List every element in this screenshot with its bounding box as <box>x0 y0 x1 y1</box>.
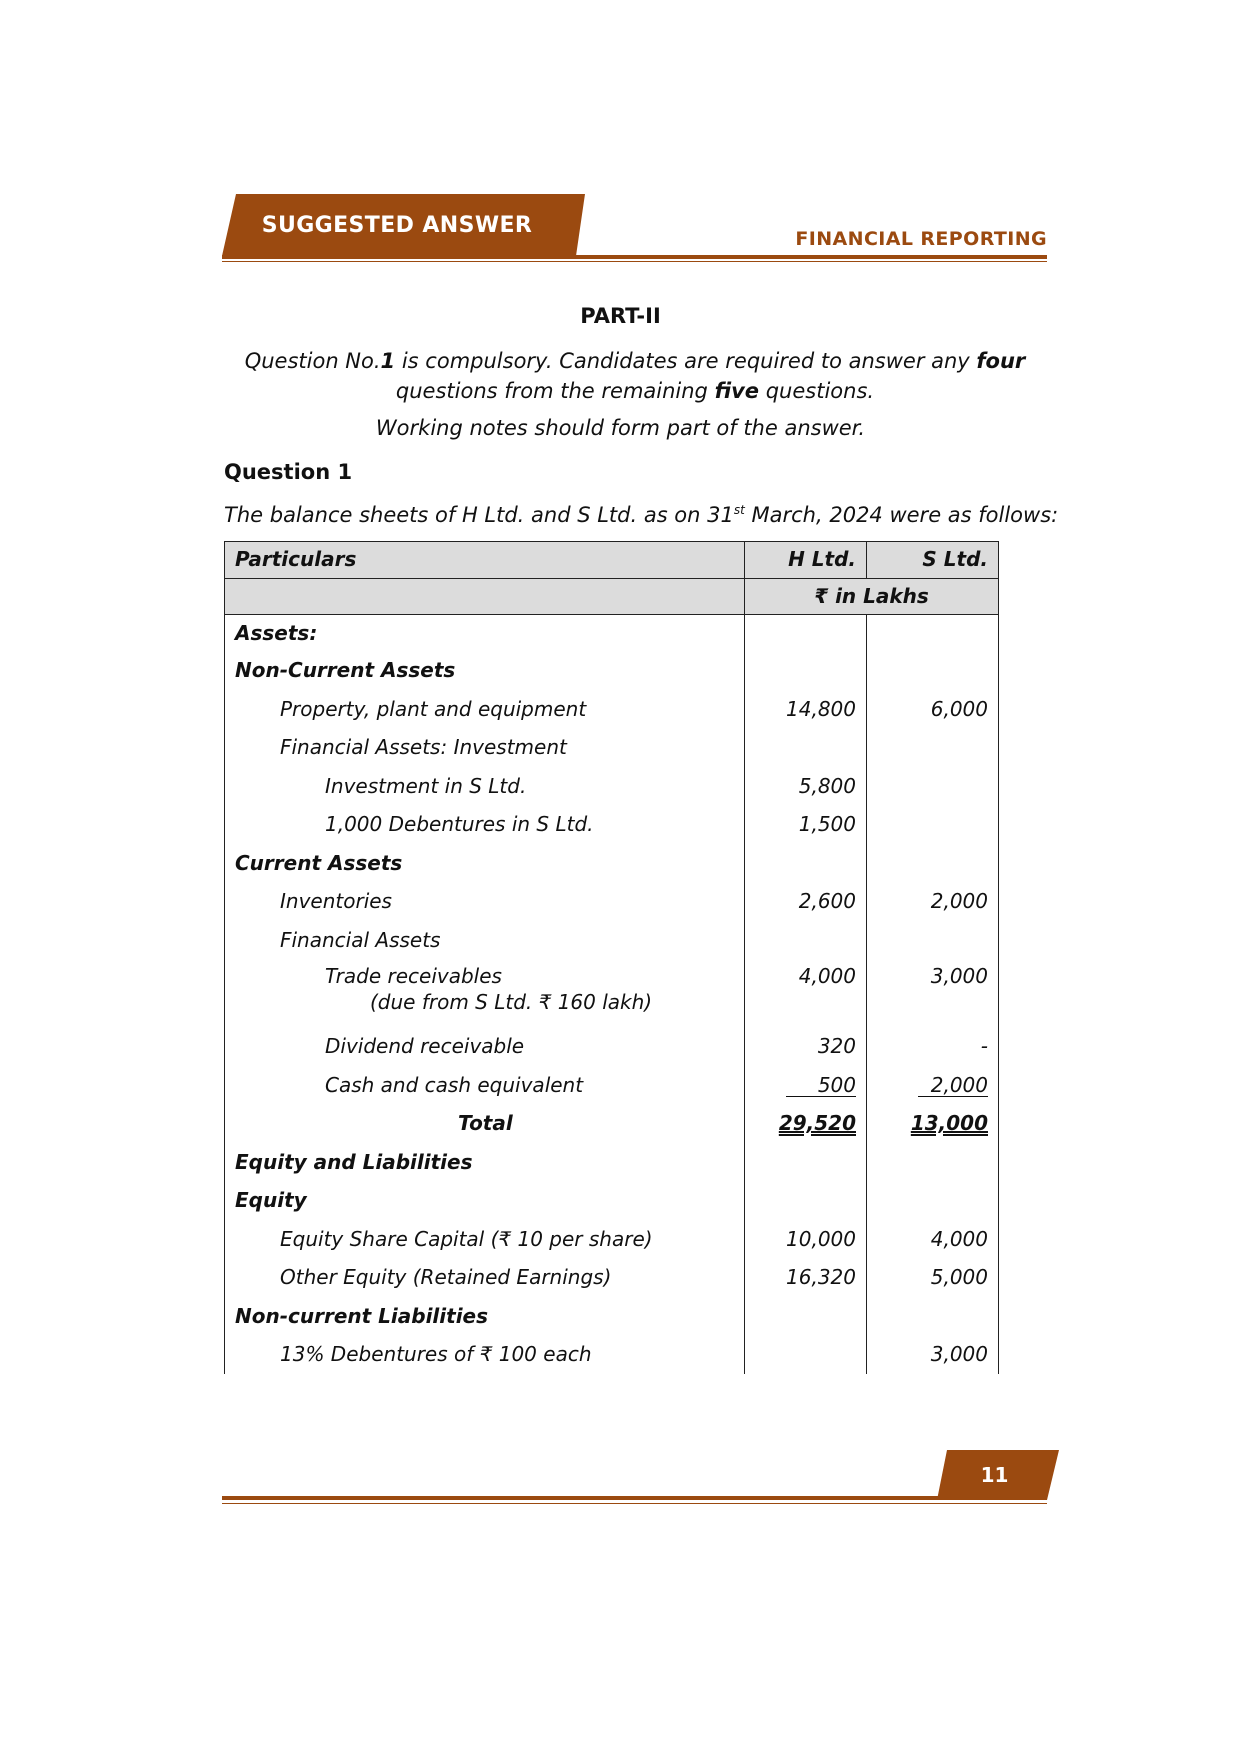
table-row <box>224 651 999 690</box>
col-s-ltd: S Ltd. <box>867 542 999 578</box>
row-h: 4,000 <box>745 959 867 1027</box>
row-label: 13% Debentures of ₹ 100 each <box>224 1335 745 1374</box>
page-number: 11 <box>980 1463 1009 1487</box>
row-s <box>867 615 999 651</box>
row-s: 3,000 <box>867 1335 999 1374</box>
table-row <box>224 767 999 806</box>
row-h <box>745 1143 867 1182</box>
header-subject: FINANCIAL REPORTING <box>795 228 1047 250</box>
row-h: 1,500 <box>745 805 867 844</box>
row-label-line1: Trade receivables <box>325 964 502 988</box>
working-notes: Working notes should form part of the answer. <box>375 416 866 440</box>
row-label: Non-Current Assets <box>224 651 745 690</box>
table-row <box>224 1027 999 1066</box>
table-row <box>224 1258 999 1297</box>
row-h: 14,800 <box>745 690 867 729</box>
instr-four: four <box>976 349 1026 373</box>
row-h <box>745 921 867 960</box>
table-row <box>224 1143 999 1182</box>
row-s: 2,000 <box>918 1074 988 1097</box>
row-label: Equity and Liabilities <box>224 1143 745 1182</box>
row-label-line2: (due from S Ltd. ₹ 160 lakh) <box>370 990 653 1014</box>
row-s: 4,000 <box>867 1220 999 1259</box>
table-row <box>224 1297 999 1336</box>
table-header-row <box>224 541 999 579</box>
row-h: 320 <box>745 1027 867 1066</box>
row-h <box>745 615 867 651</box>
table-row-total <box>224 1104 999 1143</box>
table-row <box>224 1220 999 1259</box>
row-h: 5,800 <box>745 767 867 806</box>
row-label: 1,000 Debentures in S Ltd. <box>224 805 745 844</box>
row-h <box>745 844 867 883</box>
row-h <box>745 728 867 767</box>
question-text-sup: st <box>733 503 745 517</box>
col-h-ltd: H Ltd. <box>745 542 867 578</box>
row-s <box>867 1181 999 1220</box>
total-s: 13,000 <box>910 1111 988 1135</box>
instr-five: five <box>714 379 760 403</box>
table-row <box>224 1181 999 1220</box>
table-row <box>224 805 999 844</box>
question-title: Question 1 <box>224 460 353 484</box>
table-row <box>224 882 999 921</box>
row-s <box>867 651 999 690</box>
instr-s4: questions. <box>759 379 875 403</box>
table-row <box>224 959 999 1027</box>
row-label <box>224 959 745 1027</box>
unit-label: ₹ in Lakhs <box>745 579 999 614</box>
row-h: 10,000 <box>745 1220 867 1259</box>
row-h <box>745 651 867 690</box>
row-label: Assets: <box>224 615 745 651</box>
row-h <box>745 1297 867 1336</box>
header-tab-label: SUGGESTED ANSWER <box>261 212 533 238</box>
total-h: 29,520 <box>778 1111 856 1135</box>
balance-sheet-table <box>224 541 999 1374</box>
row-s <box>867 1297 999 1336</box>
row-label: Dividend receivable <box>224 1027 745 1066</box>
footer-rule-thin <box>222 1503 1047 1504</box>
row-label: Non-current Liabilities <box>224 1297 745 1336</box>
row-label: Cash and cash equivalent <box>224 1066 745 1105</box>
instr-question-number: 1 <box>380 349 396 373</box>
table-row <box>224 1335 999 1374</box>
footer-rule <box>222 1496 1047 1500</box>
row-h: 500 <box>786 1074 856 1097</box>
total-label: Total <box>224 1104 745 1143</box>
table-row <box>224 921 999 960</box>
header-rule-thin <box>222 261 1047 262</box>
row-s <box>867 1143 999 1182</box>
row-label: Current Assets <box>224 844 745 883</box>
part-title: PART-II <box>580 304 661 328</box>
table-row <box>224 1066 999 1105</box>
row-label: Investment in S Ltd. <box>224 767 745 806</box>
row-h <box>745 1335 867 1374</box>
col-particulars: Particulars <box>224 542 745 578</box>
question-text <box>224 503 1058 527</box>
instr-s3: questions from the remaining <box>395 379 715 403</box>
instr-s2: is compulsory. Candidates are required to answer any <box>395 349 977 373</box>
row-label: Financial Assets: Investment <box>224 728 745 767</box>
row-s: 6,000 <box>867 690 999 729</box>
instr-s1: Question No. <box>244 349 381 373</box>
row-label: Property, plant and equipment <box>224 690 745 729</box>
row-h <box>745 1181 867 1220</box>
row-s <box>867 728 999 767</box>
row-label: Other Equity (Retained Earnings) <box>224 1258 745 1297</box>
table-unit-row <box>224 579 999 615</box>
row-s: - <box>867 1027 999 1066</box>
table-row <box>224 728 999 767</box>
row-s: 5,000 <box>867 1258 999 1297</box>
row-label: Financial Assets <box>224 921 745 960</box>
row-s <box>867 921 999 960</box>
row-label: Equity Share Capital (₹ 10 per share) <box>224 1220 745 1259</box>
row-s <box>867 844 999 883</box>
instructions <box>240 346 1030 406</box>
row-label: Inventories <box>224 882 745 921</box>
row-s: 2,000 <box>867 882 999 921</box>
row-h: 2,600 <box>745 882 867 921</box>
question-text-a: The balance sheets of H Ltd. and S Ltd. as on 31 <box>224 503 734 527</box>
table-row <box>224 690 999 729</box>
row-s <box>867 767 999 806</box>
table-row <box>224 615 999 651</box>
row-label: Equity <box>224 1181 745 1220</box>
table-row <box>224 844 999 883</box>
header-rule <box>222 255 1047 259</box>
row-h: 16,320 <box>745 1258 867 1297</box>
question-text-b: March, 2024 were as follows: <box>744 503 1059 527</box>
row-s: 3,000 <box>867 959 999 1027</box>
row-s <box>867 805 999 844</box>
